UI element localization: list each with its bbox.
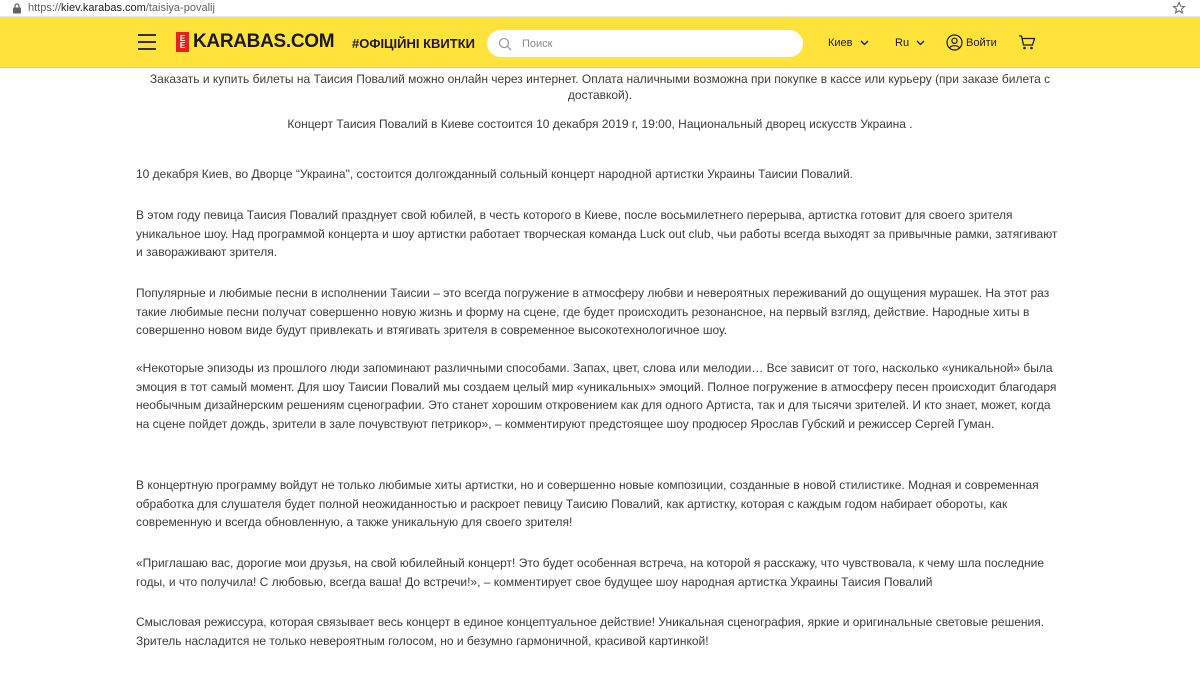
paragraph: 10 декабря Киев, во Дворце “Украина", состоится долгожданный сольный концерт народной артистки Украины Таисии Повалий. <box>136 167 853 181</box>
paragraph: Популярные и любимые песни в исполнении Таисии – это всегда погружение в атмосферу любви и невероятных переживаний до ощущения мурашек. На этот раз такие любимые песни получат совершенно новую жизнь и форму на сцене, где будет происходить резонансное, на первый взгляд, действие. Народные хиты в совершенно новом виде будут привлекать и втягивать зрителя в современное высокотехнологичное шоу. <box>136 286 1050 337</box>
intro-text: Заказать и купить билеты на Таисия Повалий можно онлайн через интернет. Оплата наличными возможна при покупке в кассе или курьеру (при заказе билета с доставкой). <box>149 72 1051 102</box>
language-selector[interactable] <box>895 37 925 49</box>
url-host: kiev.karabas.com <box>61 2 146 14</box>
official-tickets-link[interactable]: #ОФІЦІЙНІ КВИТКИ <box>352 36 475 51</box>
concert-date-text: Концерт Таисия Повалий в Киеве состоится 10 декабря 2019 г, 19:00, Национальный дворец искусств Украина . <box>287 117 913 131</box>
paragraph: «Приглашаю вас, дорогие мои друзья, на свой юбилейный концерт! Это будет особенная встреча, на которой я расскажу, что чувствовала, к чему шла последние годы, и что получила! С любовью, всегда ваша! До встречи!», – комментирует свое будущее шоу народная артистка Украины Таисия Повалий <box>136 556 1045 589</box>
menu-burger-icon[interactable] <box>138 34 156 50</box>
paragraph: «Некоторые эпизоды из прошлого люди запоминают различными способами. Запах, цвет, слова или мелодии… Все зависит от того, насколько «уникальной» была эмоция в тот самый момент. Для шоу Таисии Повалий мы создаем целый мир «уникальных» эмоций. Полное погружение в атмосферу песен происходит благодаря необычным дизайнерским решениям сценографии. Это станет хорошим откровением как для одного Артиста, так и для тысячи зрителей. И кто знает, может, когда на сцене пойдет дождь, зрители в зале почувствуют петрикор», – комментируют предстоящее шоу продюсер Ярослав Губский и режиссер Сергей Гуман. <box>136 361 1057 431</box>
paragraph: В этом году певица Таисия Повалий празднует свой юбилей, в честь которого в Киеве, после восьмилетнего перерыва, артистка готовит для своего зрителя уникальное шоу. Над программой концерта и шоу артистки работает творческая команда Luck out club, чьи работы всегда выходят за привычные рамки, затягивают и завораживают зрителя. <box>136 208 1058 259</box>
city-label: Киев <box>828 37 853 49</box>
search-icon <box>498 37 512 51</box>
karabas-logo[interactable] <box>176 31 334 53</box>
login-button[interactable] <box>946 34 997 51</box>
user-icon <box>946 34 963 51</box>
browser-address-bar[interactable] <box>0 0 1200 17</box>
logo-text: KARABAS.COM <box>193 31 335 52</box>
paragraph: Смысловая режиссура, которая связывает весь концерт в единое концептуальное действие! Уникальная сценография, яркие и оригинальные световые решения. Зритель насладится не только невероятным голосом, но и безумно гармоничной, красивой картинкой! <box>136 615 1045 648</box>
city-selector[interactable] <box>828 37 869 49</box>
chevron-down-icon <box>860 40 869 46</box>
cart-icon[interactable] <box>1018 34 1036 51</box>
url-path: /taisiya-povalij <box>145 2 215 14</box>
search-input[interactable] <box>522 38 782 50</box>
url-text[interactable] <box>28 2 215 14</box>
search-box[interactable] <box>487 30 803 57</box>
lock-icon <box>10 1 24 15</box>
bookmark-star-icon[interactable] <box>1172 1 1186 15</box>
paragraph: В концертную программу войдут не только любимые хиты артистки, но и совершенно новые композиции, созданные в новой стилистике. Модная и современная обработка для слушателя будет полной неожиданностью и раскроет певицу Таисию Повалий, как артистку, которая с каждым годом набирает обороты, как современную и всегда обновленную, а также уникальную для своего зрителя! <box>136 478 1039 529</box>
url-scheme: https:// <box>28 2 62 14</box>
chevron-down-icon <box>916 40 925 46</box>
site-header <box>0 17 1200 68</box>
logo-mark: E E <box>176 32 189 52</box>
language-label: Ru <box>895 37 910 49</box>
login-label: Войти <box>966 36 997 49</box>
